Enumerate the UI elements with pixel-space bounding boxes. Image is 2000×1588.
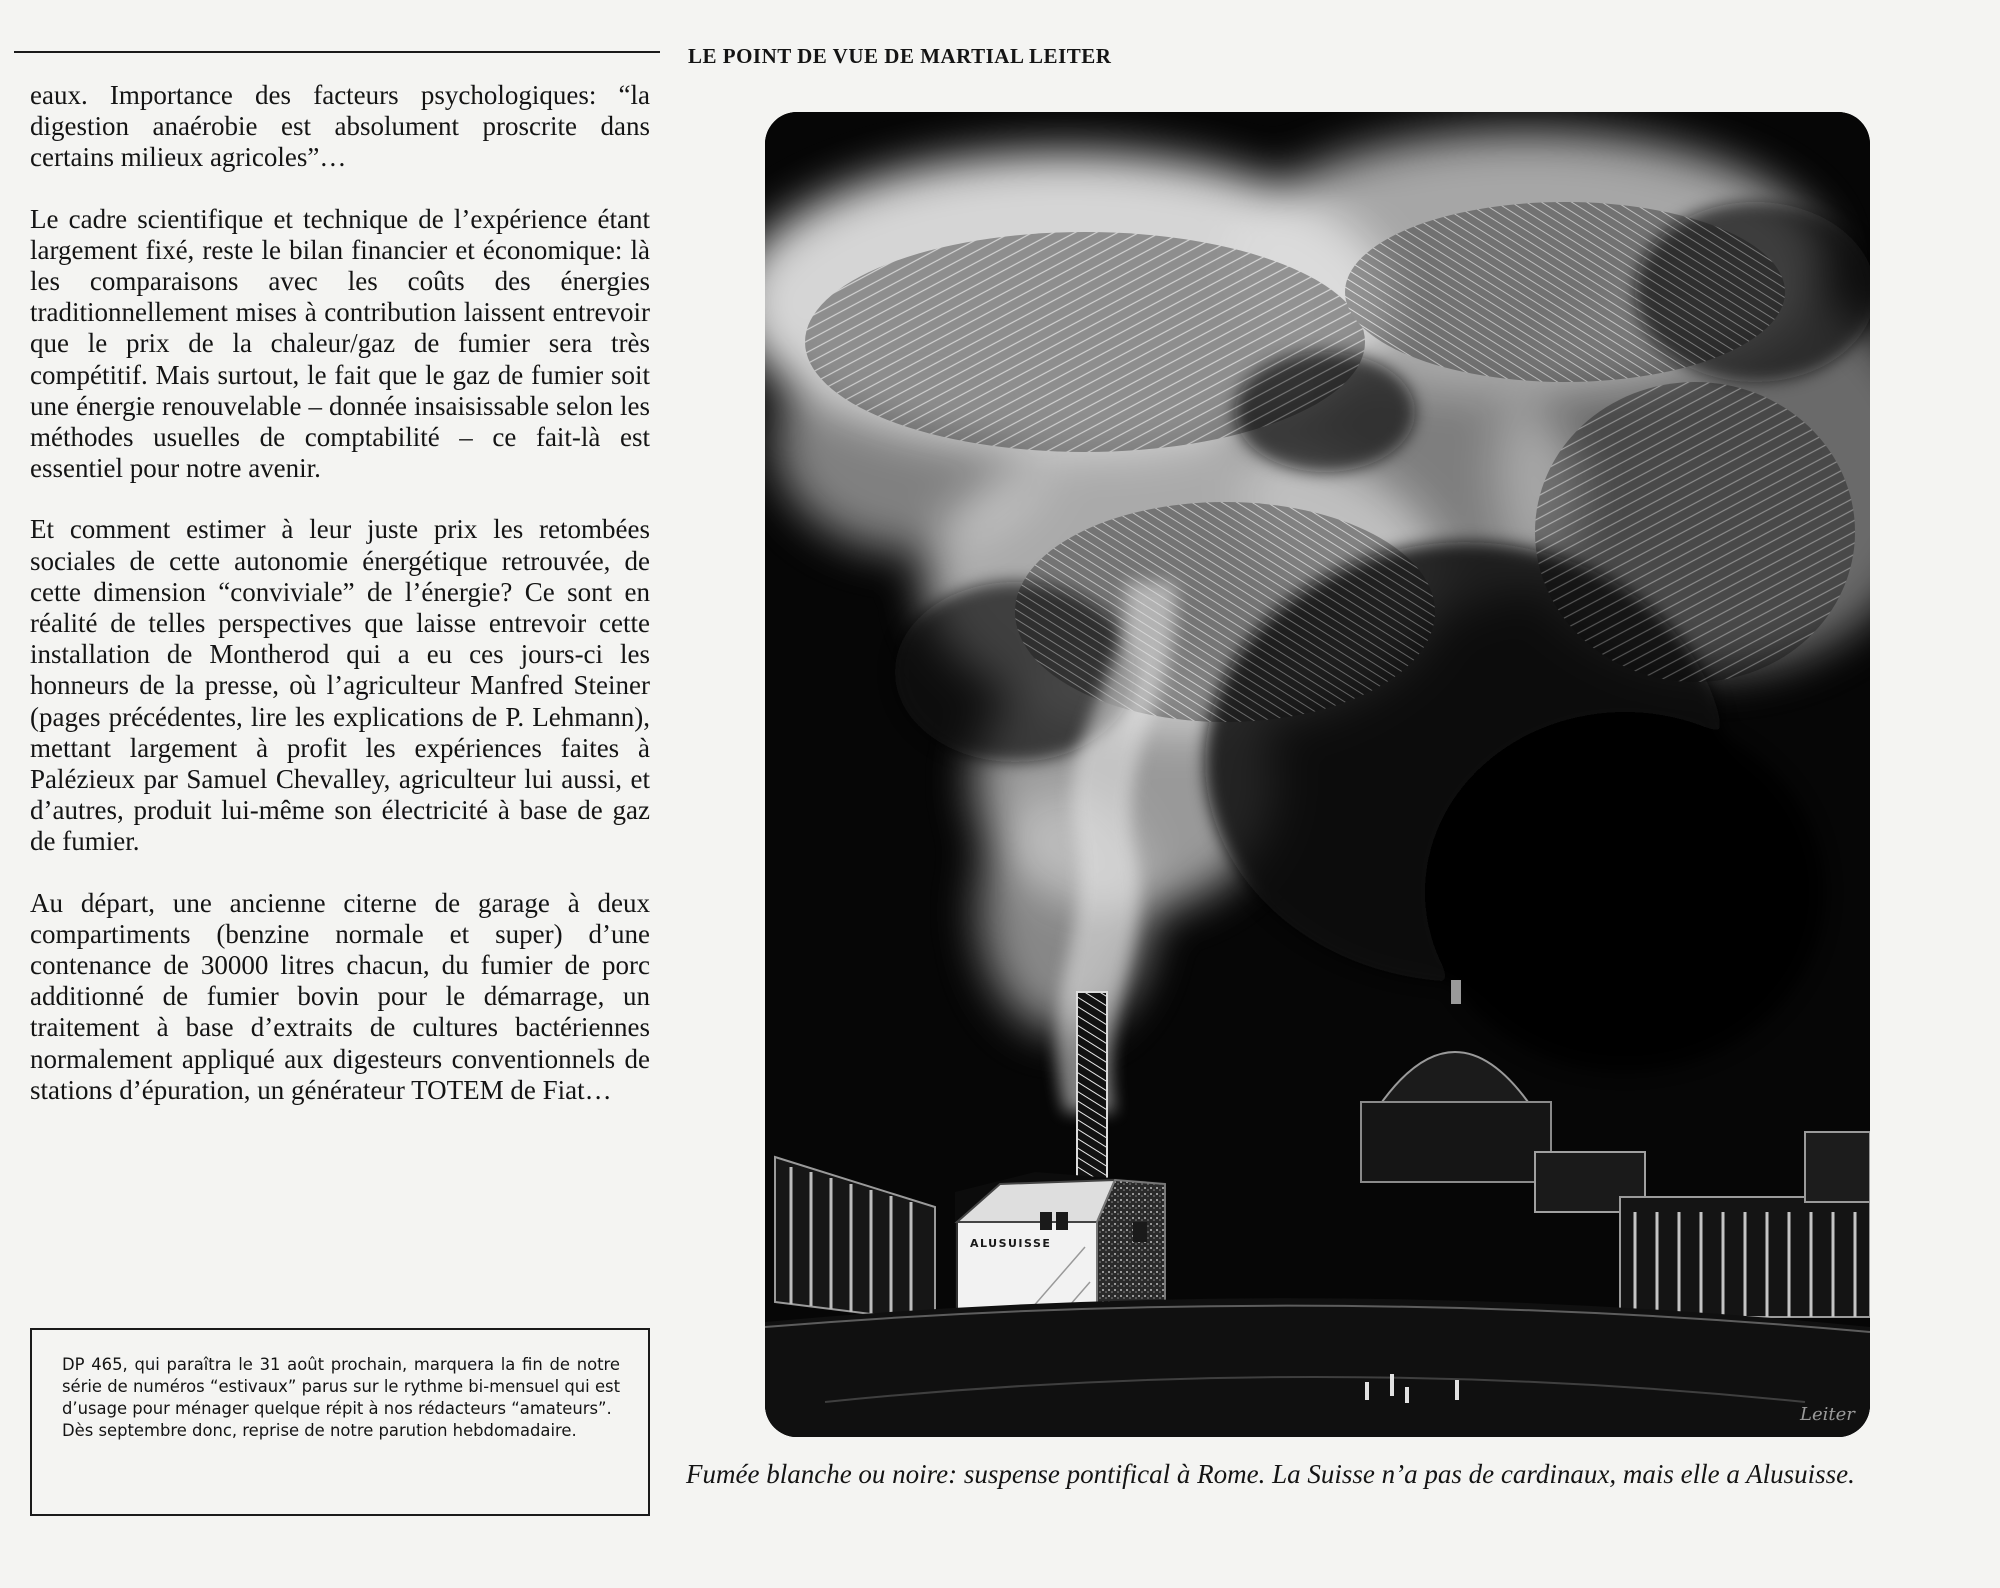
building-sign: ALUSUISSE: [970, 1237, 1052, 1250]
section-title: LE POINT DE VUE DE MARTIAL LEITER: [688, 44, 1112, 68]
smoke-over-square-drawing: [765, 112, 1870, 1437]
article-paragraph-1: eaux. Importance des facteurs psychologiques: “la digestion anaérobie est absolument proscrite dans certains milieux agricoles”…: [30, 80, 650, 173]
notice-text-2: Dès septembre donc, reprise de notre parution hebdomadaire.: [62, 1421, 577, 1440]
cartoon-illustration: [765, 112, 1870, 1437]
illustration-caption: Fumée blanche ou noire: suspense pontifical à Rome. La Suisse n’a pas de cardinaux, mais elle a Alusuisse.: [686, 1459, 1855, 1489]
article-paragraph-2: Le cadre scientifique et technique de l’expérience étant largement fixé, reste le bilan financier et économique: là les comparaisons avec les coûts des énergies traditionnellement mises à contribution laissent entrevoir que le prix de la chaleur/gaz de fumier sera très compétitif. Mais surtout, le fait que le gaz de fumier soit une énergie renouvelable – donnée insaisissable selon les méthodes usuelles de comptabilité – ce fait-là est essentiel pour notre avenir.: [30, 203, 650, 484]
square-ground: [765, 1298, 1870, 1437]
artist-signature: Leiter: [1800, 1404, 1855, 1425]
header-rule: [14, 51, 660, 53]
notice-text-1: DP 465, qui paraîtra le 31 août prochain, marquera la fin de notre série de numéros “estivaux” parus sur le rythme bi-mensuel qui est d’usage pour ménager quelque répit à nos rédacteurs “amateurs”.: [62, 1355, 620, 1418]
article-column: [30, 80, 650, 1136]
publication-notice-box: [30, 1328, 650, 1516]
article-paragraph-4: Au départ, une ancienne citerne de garage à deux compartiments (benzine normale et super) d’une contenance de 30000 litres chacun, du fumier de porc additionné de fumier bovin pour le démarrage, un traitement à base d’extraits de cultures bactériennes normalement appliqué aux digesteurs conventionnels de stations d’épuration, un générateur TOTEM de Fiat…: [30, 887, 650, 1105]
article-paragraph-3: Et comment estimer à leur juste prix les retombées sociales de cette autonomie énergétique retrouvée, de cette dimension “conviviale” de l’énergie? Ce sont en réalité de telles perspectives que laisse entrevoir cette installation de Montherod qui a eu ces jours-ci les honneurs de la presse, où l’agriculteur Manfred Steiner (pages précédentes, lire les explications de P. Lehmann), mettant largement à profit les expériences faites à Palézieux par Samuel Chevalley, agriculteur lui aussi, et d’autres, produit lui-même son électricité à base de gaz de fumier.: [30, 514, 650, 857]
